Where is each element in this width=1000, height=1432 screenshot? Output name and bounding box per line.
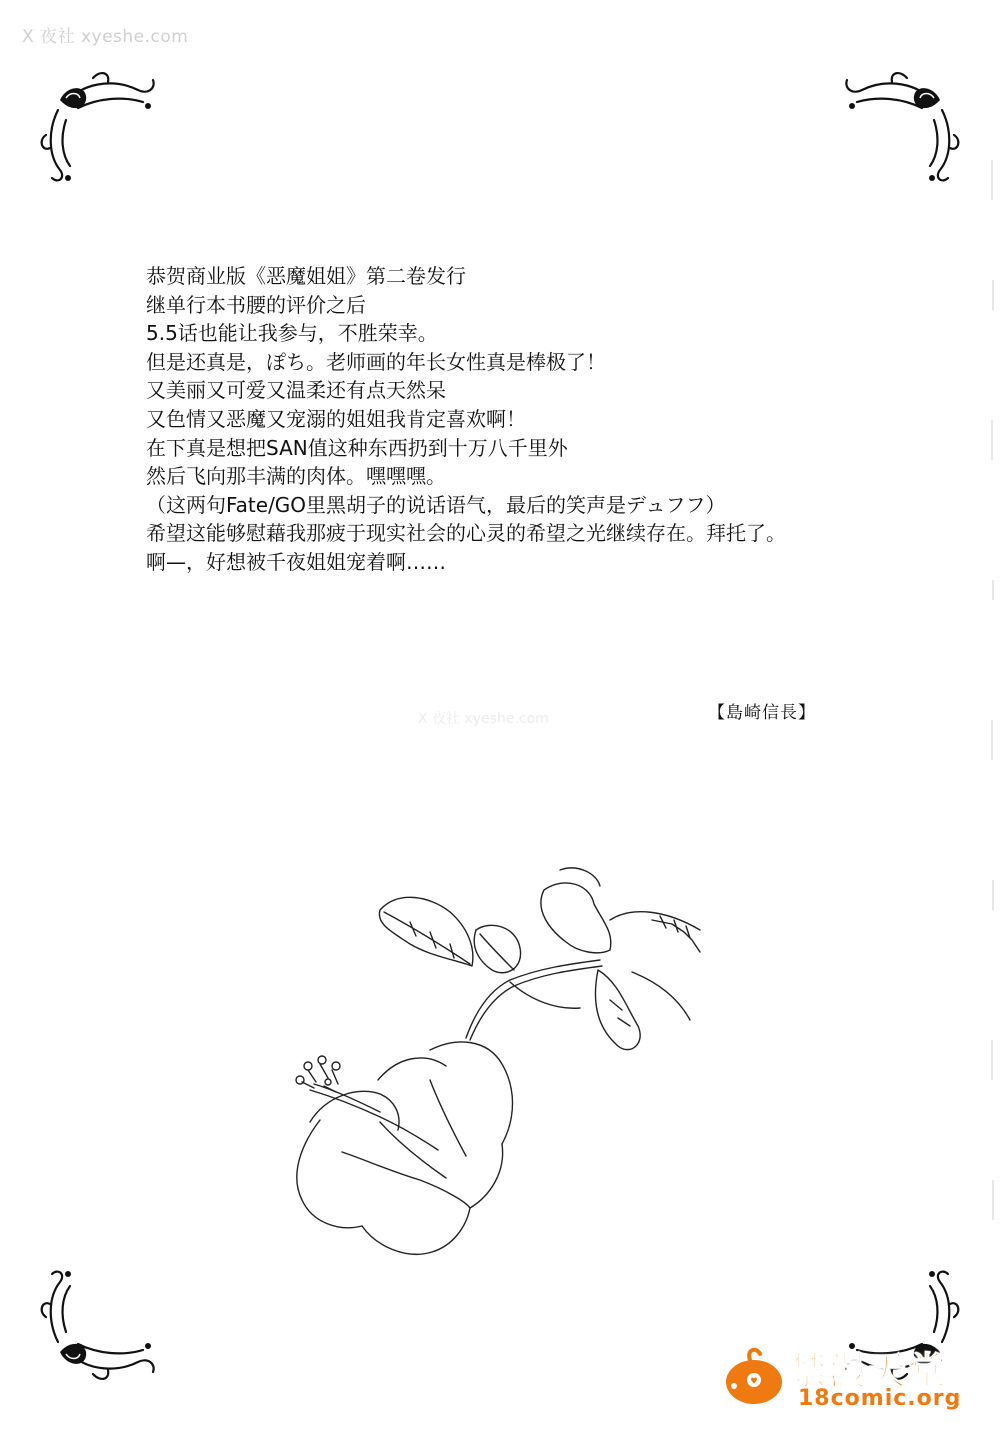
message-line: 希望这能够慰藉我那疲于现实社会的心灵的希望之光继续存在。拜托了。 [146,521,786,546]
message-line: 恭贺商业版《恶魔姐姐》第二卷发行 [146,264,466,288]
corner-flourish-icon [38,1262,168,1392]
corner-flourish-icon [38,60,168,190]
message-line: （这两句Fate/GO里黑胡子的说话语气，最后的笑声是デュフフ） [146,492,726,517]
message-body [146,262,906,577]
page-edge-marks [990,160,996,1260]
hibiscus-illustration [280,860,720,1280]
watermark-top: X 夜社 xyeshe.com [22,27,189,47]
site-logo [720,1340,960,1416]
message-line: 又色情又恶魔又宠溺的姐姐我肯定喜欢啊！ [146,406,526,431]
message-line: 5.5话也能让我参与，不胜荣幸。 [146,321,438,346]
orange-mascot-icon [720,1346,786,1408]
message-line: 又美丽又可爱又温柔还有点天然呆 [146,378,446,403]
watermark-mid: X 夜社 xyeshe.com [418,711,549,727]
logo-url: 18comic.org [798,1386,962,1411]
message-line: 但是还真是，ぽち。老师画的年长女性真是棒极了！ [146,349,606,374]
message-line: 在下真是想把SAN值这种东西扔到十万八千里外 [146,435,568,460]
message-line: 啊—，好想被千夜姐姐宠着啊…… [146,549,446,574]
message-line: 然后飞向那丰满的肉体。嘿嘿嘿。 [146,464,446,489]
message-line: 继单行本书腰的评价之后 [146,292,366,317]
corner-flourish-icon [832,60,962,190]
signature: 【島崎信長】 [708,703,816,723]
logo-title: 禁漫天堂 [788,1349,949,1393]
